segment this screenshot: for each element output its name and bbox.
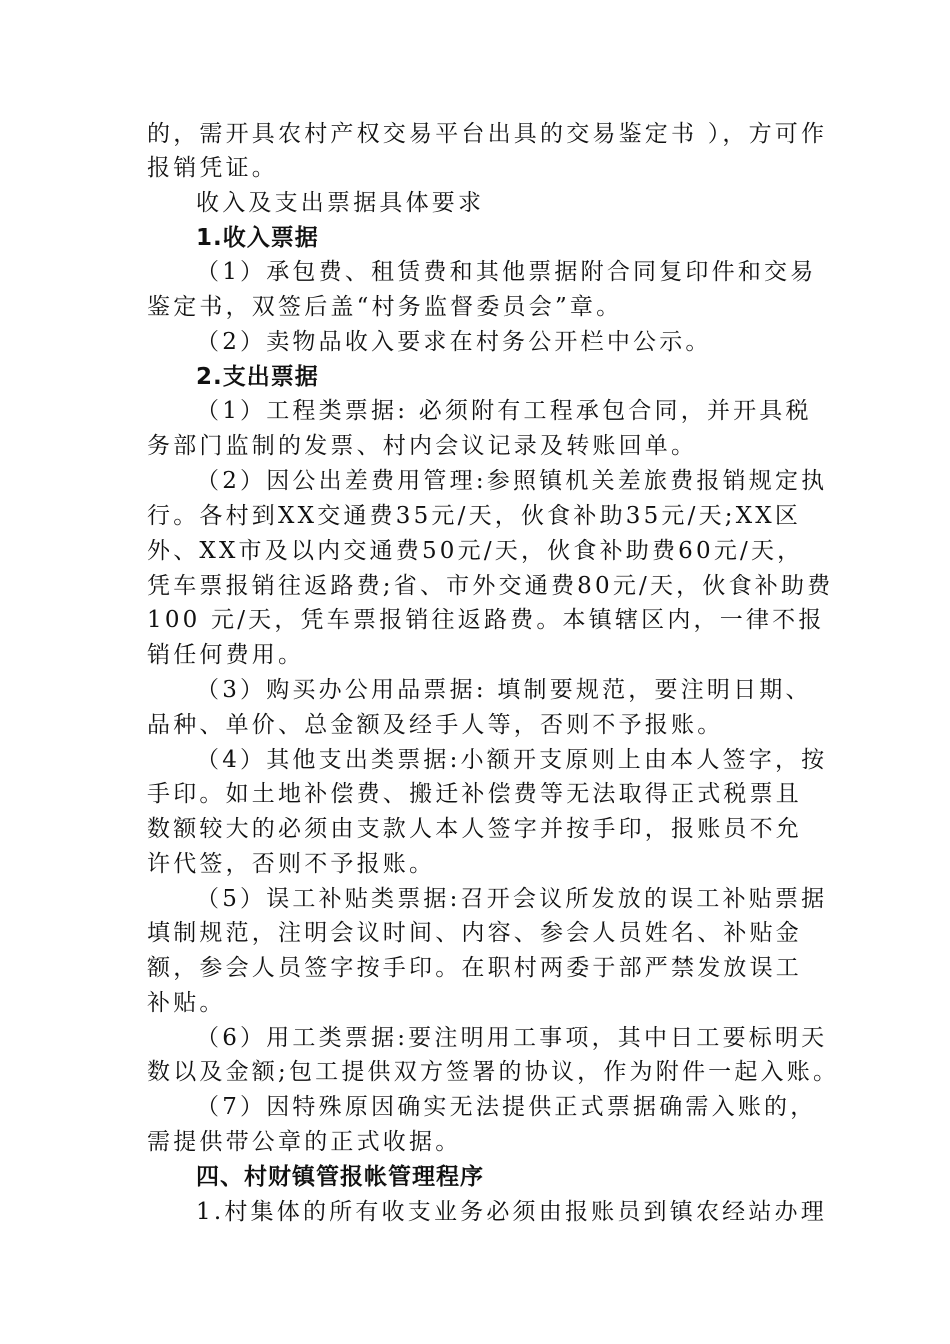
text-line: （7）因特殊原因确实无法提供正式票据确需入账的， bbox=[196, 1094, 817, 1120]
text-line: （6）用工类票据:要注明用工事项，其中日工要标明天 bbox=[196, 1025, 828, 1051]
text-line: 销任何费用。 bbox=[147, 642, 305, 668]
text-line: 1.村集体的所有收支业务必须由报账员到镇农经站办理 bbox=[196, 1199, 827, 1225]
text-line: 需提供带公章的正式收据。 bbox=[147, 1129, 462, 1155]
text-line: 品种、单价、总金额及经手人等，否则不予报账。 bbox=[147, 712, 724, 738]
text-line: 报销凭证。 bbox=[147, 155, 278, 181]
text-line: 数以及金额;包工提供双方签署的协议，作为附件一起入账。 bbox=[147, 1059, 840, 1085]
text-line: 务部门监制的发票、村内会议记录及转账回单。 bbox=[147, 433, 698, 459]
text-line: 100 元/天，凭车票报销往返路费。本镇辖区内，一律不报 bbox=[147, 607, 825, 633]
text-line: （2）卖物品收入要求在村务公开栏中公示。 bbox=[196, 329, 712, 355]
text-line: 填制规范，注明会议时间、内容、参会人员姓名、补贴金 bbox=[147, 920, 802, 946]
section-heading: 2.支出票据 bbox=[196, 364, 319, 390]
text-line: 行。各村到XX交通费35元/天，伙食补助35元/天;XX区 bbox=[147, 503, 802, 529]
text-line: （5）误工补贴类票据:召开会议所发放的误工补贴票据 bbox=[196, 886, 828, 912]
text-line: 许代签，否则不予报账。 bbox=[147, 851, 436, 877]
text-line: 外、XX市及以内交通费50元/天，伙食补助费60元/天， bbox=[147, 538, 804, 564]
section-heading: 1.收入票据 bbox=[196, 225, 319, 251]
text-line: 鉴定书，双签后盖“村务监督委员会”章。 bbox=[147, 294, 623, 320]
text-line: （4）其他支出类票据:小额开支原则上由本人签字，按 bbox=[196, 747, 828, 773]
text-line: （1）工程类票据: 必须附有工程承包合同，并开具税 bbox=[196, 398, 812, 424]
text-line: 的，需开具农村产权交易平台出具的交易鉴定书 ），方可作 bbox=[147, 121, 828, 147]
text-line: 收入及支出票据具体要求 bbox=[196, 190, 485, 216]
section-heading: 四、村财镇管报帐管理程序 bbox=[196, 1164, 484, 1190]
text-line: （3）购买办公用品票据: 填制要规范，要注明日期、 bbox=[196, 677, 812, 703]
text-line: （1）承包费、租赁费和其他票据附合同复印件和交易 bbox=[196, 259, 817, 285]
text-line: 凭车票报销往返路费;省、市外交通费80元/天，伙食补助费 bbox=[147, 573, 834, 599]
text-line: 额，参会人员签字按手印。在职村两委于部严禁发放误工 bbox=[147, 955, 802, 981]
text-line: （2）因公出差费用管理:参照镇机关差旅费报销规定执 bbox=[196, 468, 828, 494]
text-line: 数额较大的必须由支款人本人签字并按手印，报账员不允 bbox=[147, 816, 802, 842]
text-line: 手印。如土地补偿费、搬迁补偿费等无法取得正式税票且 bbox=[147, 781, 802, 807]
text-line: 补贴。 bbox=[147, 990, 226, 1016]
